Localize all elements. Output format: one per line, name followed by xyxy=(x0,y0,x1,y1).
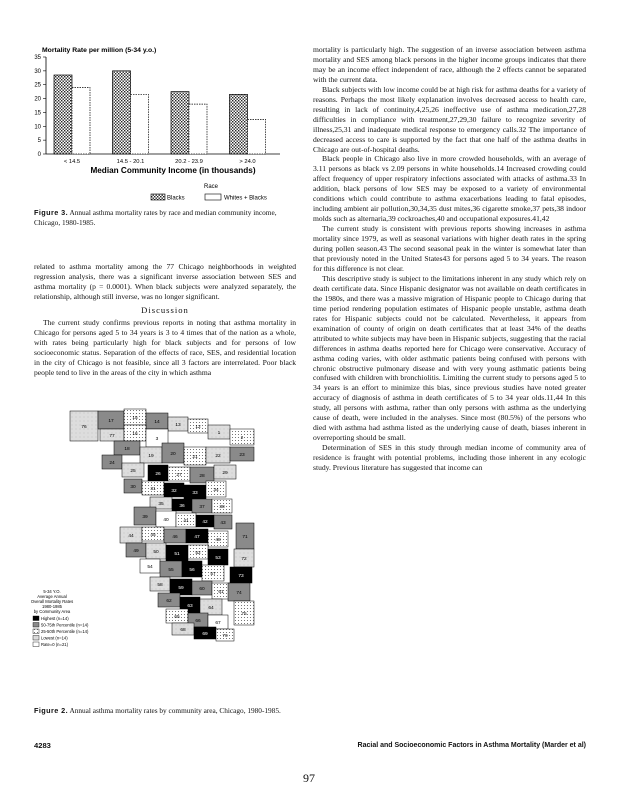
community-area-label: 20 xyxy=(170,452,176,457)
community-area-label: 68 xyxy=(180,628,186,633)
community-area-label: 38 xyxy=(219,505,225,510)
y-tick-label-5: 25 xyxy=(34,82,41,89)
community-area-label: 74 xyxy=(236,591,242,596)
community-area-label: 36 xyxy=(179,504,185,509)
community-area-label: 55 xyxy=(168,568,174,573)
map-legend-title-2: Average Annual xyxy=(37,594,67,599)
community-area-label: 19 xyxy=(148,454,154,459)
figure2-community-map xyxy=(30,403,292,647)
map-legend-title-3: Overall Mortality Rates xyxy=(30,599,74,604)
community-area-label: 43 xyxy=(220,521,226,526)
community-area-label: 1 xyxy=(217,431,221,436)
community-area-label: 69 xyxy=(202,632,208,637)
community-area-label: 50 xyxy=(153,550,159,555)
community-area-label: 63 xyxy=(187,604,193,609)
community-area-label: 59 xyxy=(178,586,184,591)
community-area-label: 53 xyxy=(215,556,221,561)
figure3-caption xyxy=(34,208,296,227)
community-area-label: 14 xyxy=(154,420,160,425)
bar-whites-blacks-0 xyxy=(72,87,90,154)
map-legend-item-50-75: 50-75th Percentile (n=14) xyxy=(41,622,89,628)
community-area-label: 25 xyxy=(130,469,136,474)
community-area-label: 17 xyxy=(108,419,114,424)
community-area-label: 72 xyxy=(241,557,247,562)
community-area-label: 58 xyxy=(157,583,163,588)
page-number: 97 xyxy=(303,771,315,785)
community-area-label: 21 xyxy=(192,455,198,460)
map-legend-swatch-highest xyxy=(33,616,39,621)
map-legend-swatch-lowest xyxy=(33,636,39,641)
community-area-label: 40 xyxy=(163,518,169,523)
community-area-label: 22 xyxy=(215,454,221,459)
community-area-label: 2 xyxy=(240,436,244,441)
right-column xyxy=(313,45,586,473)
bar-blacks-1 xyxy=(113,71,131,154)
community-area-label: 15 xyxy=(132,416,138,421)
community-area-label: 76 xyxy=(81,425,87,430)
community-area-label: 34 xyxy=(213,488,219,493)
community-area-label: 3 xyxy=(155,437,159,442)
community-area-label: 27 xyxy=(176,473,182,478)
map-legend-item-25-50: 25-50th Percentile (n=14) xyxy=(41,629,89,634)
community-area-label: 24 xyxy=(109,461,115,466)
x-tick-label-2: 20.2 - 23.9 xyxy=(175,159,203,165)
left-column xyxy=(34,262,296,377)
community-area-label: 67 xyxy=(215,621,221,626)
right-paragraph-4: The current study is consistent with previous reports showing increases in asthma mortality since 1979, as well as seasonal variations with higher death rates in the spring during pollen season.43 The second seasonal peak in the winter is somewhat later than that previously noted in the United States43 for persons aged 5 to 34 years. The reason for this difference is not clear. xyxy=(313,224,586,273)
legend-title: Race xyxy=(203,184,219,190)
right-paragraph-1: mortality is particularly high. The suggestion of an inverse association between asthma mortality and SES among black persons in the higher income groups indicates that there may be an income effect independent of race, although the 2 effects cannot be separated with the current data. xyxy=(313,45,586,84)
figure3-caption-text: Annual asthma mortality rates by race and median community income, Chicago, 1980-1985. xyxy=(34,208,277,227)
community-area-label: 33 xyxy=(192,491,198,496)
legend-swatch-whites-blacks xyxy=(205,194,221,200)
y-tick-label-7: 35 xyxy=(34,55,41,61)
community-area-label: 57 xyxy=(210,572,216,577)
community-area-label: 28 xyxy=(199,474,205,479)
community-area-label: 73 xyxy=(238,574,244,579)
community-area-label: 62 xyxy=(166,599,172,604)
community-area-label: 35 xyxy=(158,502,164,507)
x-tick-label-3: > 24.0 xyxy=(239,159,256,165)
bar-whites-blacks-2 xyxy=(189,104,207,154)
community-area-label: 66 xyxy=(195,619,201,624)
y-tick-label-3: 15 xyxy=(34,110,41,117)
x-tick-labels xyxy=(64,159,256,165)
figure2-caption-text: Annual asthma mortality rates by community area, Chicago, 1980-1985. xyxy=(69,706,281,715)
community-area-label: 49 xyxy=(133,549,139,554)
legend-swatch-blacks xyxy=(151,194,165,200)
community-area-label: 52 xyxy=(195,551,201,556)
x-axis-label: Median Community Income (in thousands) xyxy=(90,166,256,175)
figure2-caption-label: Figure 2. xyxy=(34,706,69,715)
community-area-label: 39 xyxy=(142,515,148,520)
map-legend-swatch-50-75 xyxy=(33,623,39,628)
community-area-label: 37 xyxy=(199,505,205,510)
community-area-label: 18 xyxy=(124,447,130,452)
community-area-label: 42 xyxy=(202,520,208,525)
bar-whites-blacks-1 xyxy=(131,94,149,154)
x-tick-label-0: < 14.5 xyxy=(63,159,81,165)
community-area-label: 71 xyxy=(242,535,248,540)
community-area-label: 30 xyxy=(130,485,136,490)
y-tick-label-1: 5 xyxy=(37,138,41,145)
left-paragraph-1: related to asthma mortality among the 77 Chicago neighborhoods in weighted regression analysis, there was a significant inverse association between SES and asthma mortality (p = 0.0001). When black subjects were analyzed separately, the relationship, although still inverse, was no longer significant. xyxy=(34,262,296,301)
figure2-caption xyxy=(34,706,296,716)
left-paragraph-2: The current study confirms previous reports in noting that asthma mortality in Chicago for persons aged 5 to 34 years is 3 to 4 times that of the nation as a whole, with rates being particularly high for black subjects and for persons of low socioeconomic status. Separation of the effects of race, SES, and residential location in the city of Chicago is not feasible, since all 3 factors are interrelated. Poor black people tend to live in the areas of the city in which asthma xyxy=(34,317,296,377)
map-legend-item-zero: Rate=0 (n=21) xyxy=(41,642,69,647)
map-legend-title-1: 5-34 Y.O. xyxy=(43,589,61,594)
community-area-label: 44 xyxy=(128,534,134,539)
community-area-label: 61 xyxy=(218,590,224,595)
footer-running-title: Racial and Socioeconomic Factors in Asthma Mortality (Marder et al) xyxy=(357,742,586,749)
section-heading-discussion: Discussion xyxy=(141,304,189,315)
map-legend-swatch-zero xyxy=(33,642,39,647)
community-area-label: 56 xyxy=(189,568,195,573)
footer-page-code: 4283 xyxy=(34,741,51,750)
legend-label-whites-blacks: Whites + Blacks xyxy=(224,195,267,202)
community-area-label: 16 xyxy=(132,432,138,437)
community-area-label: 51 xyxy=(174,552,180,557)
community-area-label: 13 xyxy=(175,423,181,428)
legend-label-blacks: Blacks xyxy=(167,195,185,202)
community-area-label: 41 xyxy=(183,519,189,524)
community-area-label: 23 xyxy=(239,453,245,458)
community-area-label: 32 xyxy=(171,489,177,494)
bar-whites-blacks-3 xyxy=(248,119,266,154)
map-legend-title-4: 1980-1985 xyxy=(41,604,63,609)
chart-title: Mortality Rate per million (5-34 y.o.) xyxy=(42,47,157,54)
right-paragraph-2: Black subjects with low income could be at high risk for asthma deaths for a variety of reasons. Perhaps the most likely explanation involves decreased access to health care, resulting in lack of continuity,4,25,26 ineffective use of asthma medication,27,28 difficulties in compliance with treatment,27,29,30 failure to recognize severity of illness,25,31 and inadequate medical response to emergency calls.32 The importance of decreased access to care is supported by the fact that one half of the asthma deaths in Chicago are out-of-hospital deaths. xyxy=(313,84,586,154)
map-legend-item-lowest: Lowest (n=14) xyxy=(41,635,68,641)
community-area-label: 26 xyxy=(155,472,161,477)
map-legend-item-highest: Highest (n=14) xyxy=(41,616,69,621)
map-legend-swatch-25-50 xyxy=(33,629,39,634)
y-tick-label-4: 20 xyxy=(34,96,41,103)
community-area-label: 64 xyxy=(208,606,214,611)
community-area-label: 70 xyxy=(222,634,228,639)
community-area-label: 12 xyxy=(195,425,201,430)
y-tick-label-2: 10 xyxy=(34,124,41,131)
x-tick-label-1: 14.5 - 20.1 xyxy=(116,159,145,165)
community-area-label: 45 xyxy=(150,533,156,538)
map-legend xyxy=(31,589,89,647)
community-area-label: 47 xyxy=(194,535,200,540)
bar-blacks-3 xyxy=(230,94,248,154)
community-area-label: 29 xyxy=(222,471,228,476)
community-area-label: 54 xyxy=(147,565,153,570)
community-area-label: 65 xyxy=(174,615,180,620)
bar-blacks-2 xyxy=(171,92,189,154)
community-area-label: 48 xyxy=(215,538,221,543)
community-area-label: 60 xyxy=(199,587,205,592)
map-legend-title-5: by Community Area xyxy=(33,609,71,614)
community-area-label: 46 xyxy=(172,535,178,540)
bar-series xyxy=(54,71,266,154)
community-area-label: 75 xyxy=(241,612,247,617)
right-paragraph-3: Black people in Chicago also live in more crowded households, with an average of 3.11 persons as black vs 2.09 persons in white households.14 Increased crowding could affect frequency of upper respiratory infections associated with attacks of asthma.33 In addition, black persons of low SES may be exposed to a variety of environmental conditions which could contribute to asthma exacerbations leading to fatal episodes, including ambient air pollution,30,34,35 dust mites,36 cigarette smoke,37 pets,38 indoor molds such as alternaria,39 cockroaches,40 and occupational exposures.41,42 xyxy=(313,154,586,224)
y-tick-label-0: 0 xyxy=(37,152,41,158)
community-area-label: 77 xyxy=(109,434,115,439)
community-area-blocks xyxy=(70,409,254,641)
community-area-label: 31 xyxy=(150,487,156,492)
right-paragraph-5: This descriptive study is subject to the limitations inherent in any study which rely on death certificate data. Since Hispanic designator was not available on death certificates in the 1980s, and there was a massive migration of Hispanic people to Chicago during that time period rendering population estimates of Hispanic people unstable, asthma death rates for Hispanic subjects could not be calculated. Nevertheless, it appears from examination of county of origin on death certificates that at least 34% of the deaths attributed to white subjects may have been in Hispanic subjects, suggesting that the racial differences in asthma deaths reported here for Chicago were conservative. Accuracy of asthma coding varies, with older asthmatic patients being confused with persons with chronic obstructive pulmonary disease and with very young asthmatic patients being confused with children with bronchiolitis. Limiting the current study to persons aged 5 to 34 years is an effort to minimize this bias, since previous studies have noted greater accuracy of diagnosis of asthma in death certificates of 5 to 34 year olds.11,44 In this study, all persons with asthma, rather than only persons with asthma as the underlying cause of death, were included in the analyses. Since most (80.5%) of the persons who died with asthma had asthma listed as the underlying cause of death, biases inherent in overreporting should be small. xyxy=(313,273,586,443)
right-paragraph-6: Determination of SES in this study through median income of community area of residence is fraught with potential problems, including those inherent in any ecologic study. Previous literature has suggested that income can xyxy=(313,443,586,473)
figure3-caption-label: Figure 3. xyxy=(34,208,69,217)
y-tick-label-6: 30 xyxy=(34,68,41,75)
bar-blacks-0 xyxy=(54,75,72,154)
